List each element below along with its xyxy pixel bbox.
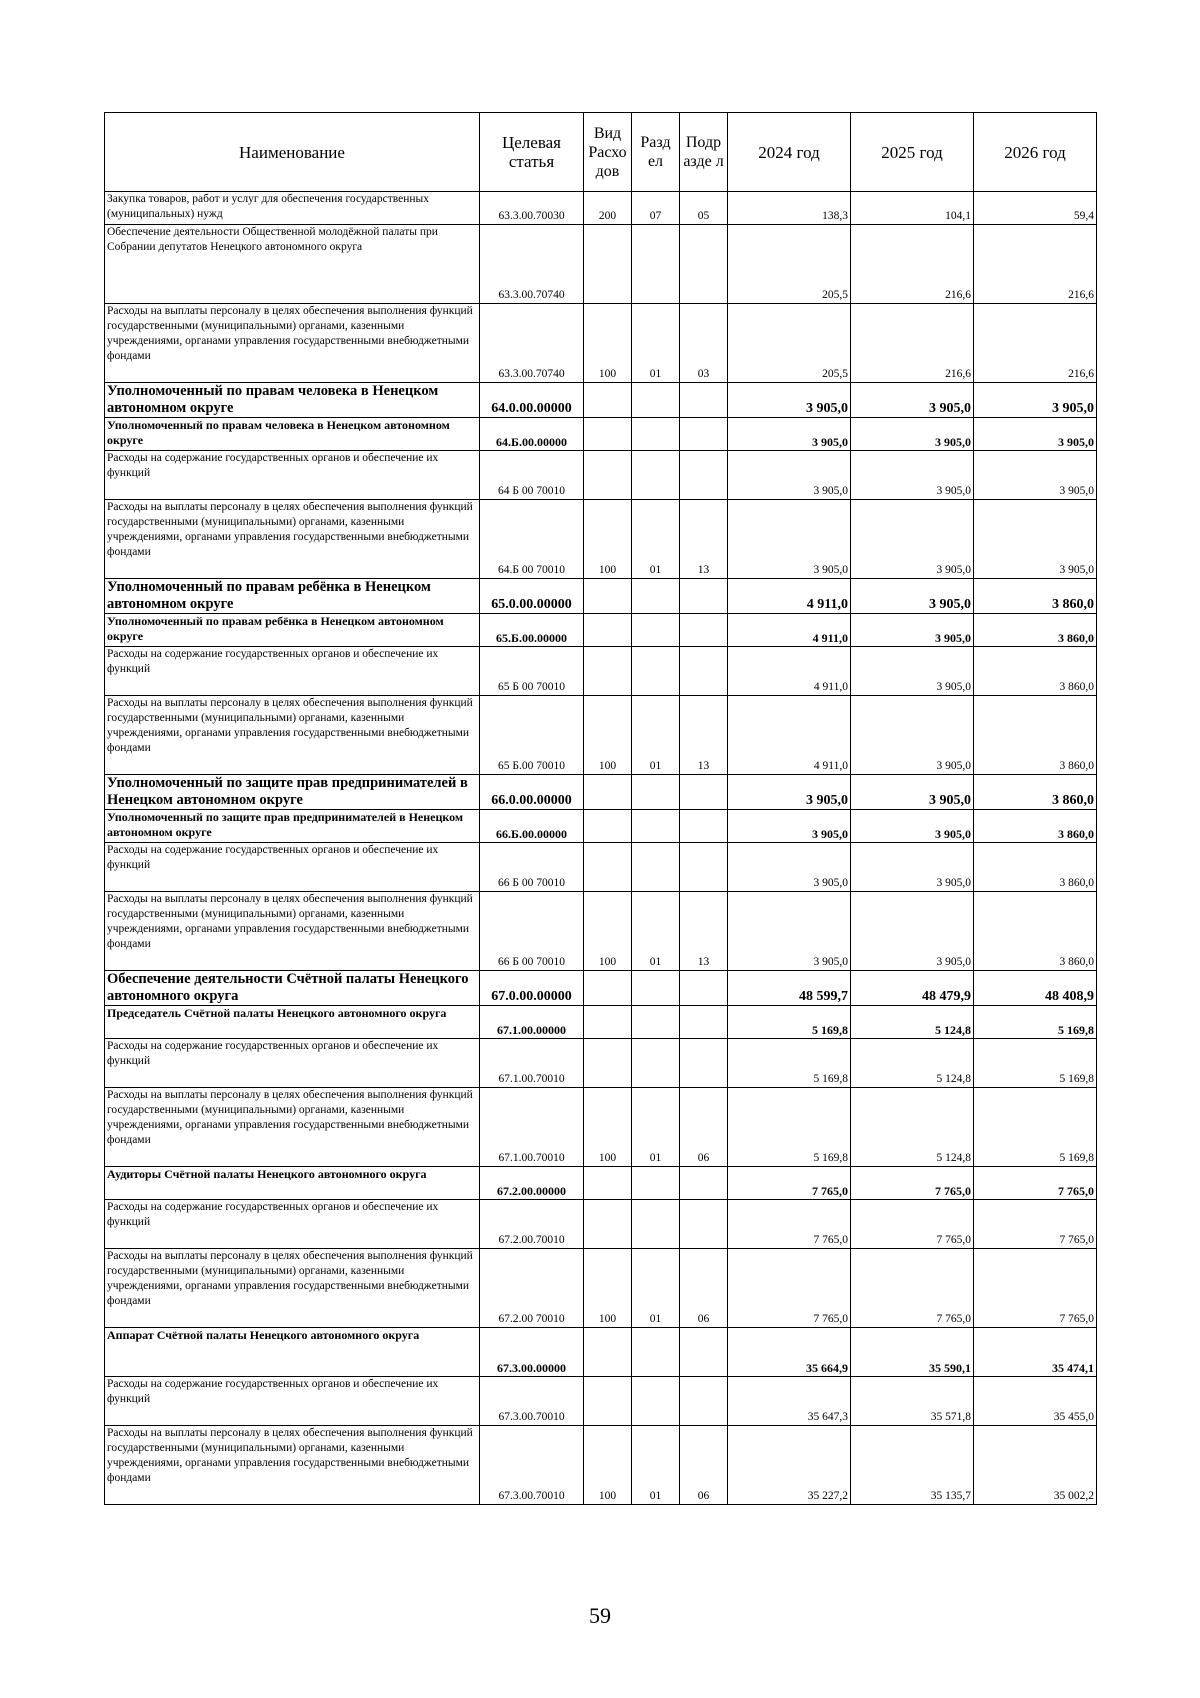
cell-name: Расходы на содержание государственных органов и обеспечение их функций: [105, 1200, 480, 1249]
cell-y2025: 3 905,0: [851, 418, 974, 451]
cell-code: 67.1.00.00000: [480, 1006, 584, 1039]
cell-y2026: 3 905,0: [974, 500, 1097, 579]
cell-vid: [584, 1167, 632, 1200]
header-code: Целевая статья: [480, 113, 584, 192]
cell-name: Председатель Счётной палаты Ненецкого автономного округа: [105, 1006, 480, 1039]
header-2026: 2026 год: [974, 113, 1097, 192]
cell-razdel: [632, 775, 680, 810]
cell-y2024: 35 647,3: [728, 1377, 851, 1426]
cell-y2025: 216,6: [851, 225, 974, 304]
cell-code: 64.Б.00.00000: [480, 418, 584, 451]
table-row: [105, 892, 1097, 971]
cell-y2025: 104,1: [851, 192, 974, 225]
cell-y2026: 7 765,0: [974, 1249, 1097, 1328]
page-number: 59: [589, 1603, 611, 1628]
table-row: [105, 1328, 1097, 1377]
cell-y2026: 3 860,0: [974, 614, 1097, 647]
cell-y2026: 7 765,0: [974, 1167, 1097, 1200]
cell-code: 63.3.00.70740: [480, 304, 584, 383]
cell-y2026: 3 860,0: [974, 647, 1097, 696]
cell-podrazdel: 03: [680, 304, 728, 383]
cell-code: 67.2.00 70010: [480, 1249, 584, 1328]
cell-vid: [584, 775, 632, 810]
cell-y2026: 3 860,0: [974, 696, 1097, 775]
cell-y2025: 48 479,9: [851, 971, 974, 1006]
cell-y2024: 4 911,0: [728, 614, 851, 647]
cell-razdel: [632, 383, 680, 418]
cell-name: Обеспечение деятельности Счётной палаты Ненецкого автономного округа: [105, 971, 480, 1006]
cell-y2025: 7 765,0: [851, 1200, 974, 1249]
cell-vid: 200: [584, 192, 632, 225]
cell-name: Расходы на содержание государственных органов и обеспечение их функций: [105, 1377, 480, 1426]
cell-razdel: 01: [632, 500, 680, 579]
cell-y2025: 3 905,0: [851, 614, 974, 647]
cell-y2024: 35 664,9: [728, 1328, 851, 1377]
cell-vid: [584, 1328, 632, 1377]
cell-code: 63.3.00.70740: [480, 225, 584, 304]
cell-name: Уполномоченный по правам ребёнка в Ненецком автономном округе: [105, 579, 480, 614]
cell-y2025: 3 905,0: [851, 775, 974, 810]
cell-name: Расходы на содержание государственных органов и обеспечение их функций: [105, 1039, 480, 1088]
cell-razdel: 01: [632, 696, 680, 775]
header-razdel: Разд ел: [632, 113, 680, 192]
cell-name: Обеспечение деятельности Общественной молодёжной палаты при Собрании депутатов Ненецкого автономного округа: [105, 225, 480, 304]
cell-y2025: 5 124,8: [851, 1088, 974, 1167]
cell-y2024: 3 905,0: [728, 500, 851, 579]
cell-podrazdel: [680, 1167, 728, 1200]
header-podrazdel: Подр азде л: [680, 113, 728, 192]
cell-vid: [584, 1039, 632, 1088]
cell-name: Уполномоченный по правам человека в Ненецком автономном округе: [105, 418, 480, 451]
cell-vid: [584, 383, 632, 418]
table-row: [105, 810, 1097, 843]
cell-razdel: 01: [632, 1249, 680, 1328]
cell-podrazdel: [680, 1039, 728, 1088]
cell-name: Расходы на выплаты персоналу в целях обеспечения выполнения функций государственными (муниципальными) органами, казенными учреждениями, органами управления государственными внебюджетными фондами: [105, 892, 480, 971]
cell-vid: 100: [584, 1088, 632, 1167]
budget-sheet: [104, 112, 1096, 1505]
table-row: [105, 1167, 1097, 1200]
cell-y2025: 216,6: [851, 304, 974, 383]
cell-y2025: 5 124,8: [851, 1006, 974, 1039]
cell-y2025: 35 571,8: [851, 1377, 974, 1426]
table-row: [105, 696, 1097, 775]
cell-razdel: [632, 1167, 680, 1200]
table-row: [105, 579, 1097, 614]
cell-vid: [584, 1377, 632, 1426]
cell-podrazdel: [680, 843, 728, 892]
cell-vid: 100: [584, 500, 632, 579]
cell-razdel: 01: [632, 304, 680, 383]
cell-y2026: 3 860,0: [974, 810, 1097, 843]
cell-razdel: [632, 1328, 680, 1377]
cell-vid: 100: [584, 1249, 632, 1328]
cell-y2026: 35 002,2: [974, 1426, 1097, 1505]
cell-y2024: 4 911,0: [728, 579, 851, 614]
cell-razdel: 01: [632, 892, 680, 971]
budget-table: [104, 112, 1097, 1505]
cell-y2024: 3 905,0: [728, 810, 851, 843]
cell-y2025: 3 905,0: [851, 383, 974, 418]
table-row: [105, 192, 1097, 225]
cell-name: Уполномоченный по правам человека в Ненецком автономном округе: [105, 383, 480, 418]
cell-y2024: 5 169,8: [728, 1088, 851, 1167]
cell-podrazdel: [680, 614, 728, 647]
cell-y2025: 3 905,0: [851, 647, 974, 696]
cell-y2025: 7 765,0: [851, 1249, 974, 1328]
cell-podrazdel: 13: [680, 500, 728, 579]
table-row: [105, 1249, 1097, 1328]
cell-podrazdel: [680, 1200, 728, 1249]
table-row: [105, 775, 1097, 810]
table-row: [105, 451, 1097, 500]
cell-code: 67.1.00.70010: [480, 1088, 584, 1167]
cell-code: 66.Б.00.00000: [480, 810, 584, 843]
cell-y2026: 3 905,0: [974, 383, 1097, 418]
cell-code: 67.3.00.70010: [480, 1426, 584, 1505]
cell-vid: [584, 451, 632, 500]
cell-y2025: 3 905,0: [851, 696, 974, 775]
cell-y2026: 3 860,0: [974, 775, 1097, 810]
table-row: [105, 1200, 1097, 1249]
cell-razdel: [632, 810, 680, 843]
cell-razdel: [632, 614, 680, 647]
cell-y2026: 5 169,8: [974, 1006, 1097, 1039]
cell-podrazdel: 13: [680, 892, 728, 971]
cell-y2024: 205,5: [728, 304, 851, 383]
cell-razdel: [632, 451, 680, 500]
cell-podrazdel: 06: [680, 1088, 728, 1167]
cell-podrazdel: [680, 810, 728, 843]
cell-vid: [584, 225, 632, 304]
cell-code: 65.0.00.00000: [480, 579, 584, 614]
table-row: [105, 843, 1097, 892]
cell-y2025: 3 905,0: [851, 892, 974, 971]
cell-name: Расходы на выплаты персоналу в целях обеспечения выполнения функций государственными (муниципальными) органами, казенными учреждениями, органами управления государственными внебюджетными фондами: [105, 304, 480, 383]
cell-code: 67.2.00.70010: [480, 1200, 584, 1249]
cell-y2025: 3 905,0: [851, 579, 974, 614]
cell-code: 67.0.00.00000: [480, 971, 584, 1006]
cell-y2024: 3 905,0: [728, 843, 851, 892]
cell-podrazdel: 06: [680, 1249, 728, 1328]
cell-podrazdel: [680, 647, 728, 696]
cell-name: Аудиторы Счётной палаты Ненецкого автономного округа: [105, 1167, 480, 1200]
cell-razdel: [632, 1377, 680, 1426]
cell-code: 67.3.00.00000: [480, 1328, 584, 1377]
table-row: [105, 1039, 1097, 1088]
cell-razdel: [632, 1200, 680, 1249]
cell-razdel: [632, 418, 680, 451]
cell-razdel: [632, 1039, 680, 1088]
cell-y2025: 5 124,8: [851, 1039, 974, 1088]
table-row: [105, 1377, 1097, 1426]
header-name: Наименование: [105, 113, 480, 192]
cell-podrazdel: [680, 451, 728, 500]
cell-y2025: 3 905,0: [851, 500, 974, 579]
cell-vid: [584, 579, 632, 614]
cell-vid: 100: [584, 892, 632, 971]
cell-y2025: 3 905,0: [851, 451, 974, 500]
cell-name: Уполномоченный по защите прав предпринимателей в Ненецком автономном округе: [105, 775, 480, 810]
cell-y2024: 4 911,0: [728, 696, 851, 775]
table-row: [105, 418, 1097, 451]
cell-name: Расходы на выплаты персоналу в целях обеспечения выполнения функций государственными (муниципальными) органами, казенными учреждениями, органами управления государственными внебюджетными фондами: [105, 1426, 480, 1505]
table-row: [105, 1006, 1097, 1039]
cell-razdel: 07: [632, 192, 680, 225]
cell-code: 66 Б 00 70010: [480, 843, 584, 892]
cell-vid: [584, 810, 632, 843]
cell-y2026: 3 905,0: [974, 451, 1097, 500]
cell-y2026: 3 860,0: [974, 843, 1097, 892]
cell-y2026: 48 408,9: [974, 971, 1097, 1006]
cell-y2024: 3 905,0: [728, 418, 851, 451]
cell-code: 67.2.00.00000: [480, 1167, 584, 1200]
cell-code: 67.1.00.70010: [480, 1039, 584, 1088]
cell-y2024: 7 765,0: [728, 1167, 851, 1200]
cell-y2024: 7 765,0: [728, 1200, 851, 1249]
cell-y2026: 5 169,8: [974, 1039, 1097, 1088]
cell-podrazdel: [680, 225, 728, 304]
cell-y2026: 3 860,0: [974, 892, 1097, 971]
cell-code: 65 Б.00 70010: [480, 696, 584, 775]
cell-name: Расходы на выплаты персоналу в целях обеспечения выполнения функций государственными (муниципальными) органами, казенными учреждениями, органами управления государственными внебюджетными фондами: [105, 1088, 480, 1167]
cell-name: Расходы на содержание государственных органов и обеспечение их функций: [105, 843, 480, 892]
cell-vid: [584, 418, 632, 451]
cell-name: Расходы на выплаты персоналу в целях обеспечения выполнения функций государственными (муниципальными) органами, казенными учреждениями, органами управления государственными внебюджетными фондами: [105, 1249, 480, 1328]
cell-podrazdel: [680, 383, 728, 418]
header-2025: 2025 год: [851, 113, 974, 192]
cell-code: 67.3.00.70010: [480, 1377, 584, 1426]
cell-razdel: 01: [632, 1088, 680, 1167]
cell-y2024: 35 227,2: [728, 1426, 851, 1505]
cell-name: Расходы на выплаты персоналу в целях обеспечения выполнения функций государственными (муниципальными) органами, казенными учреждениями, органами управления государственными внебюджетными фондами: [105, 696, 480, 775]
table-row: [105, 225, 1097, 304]
cell-y2025: 3 905,0: [851, 843, 974, 892]
cell-y2026: 3 860,0: [974, 579, 1097, 614]
table-row: [105, 383, 1097, 418]
cell-podrazdel: [680, 1328, 728, 1377]
header-vid: Вид Расхо дов: [584, 113, 632, 192]
cell-y2025: 3 905,0: [851, 810, 974, 843]
table-row: [105, 1088, 1097, 1167]
cell-name: Расходы на выплаты персоналу в целях обеспечения выполнения функций государственными (муниципальными) органами, казенными учреждениями, органами управления государственными внебюджетными фондами: [105, 500, 480, 579]
cell-code: 64.Б 00 70010: [480, 500, 584, 579]
cell-y2024: 4 911,0: [728, 647, 851, 696]
cell-podrazdel: [680, 418, 728, 451]
cell-razdel: [632, 579, 680, 614]
cell-razdel: [632, 971, 680, 1006]
table-header-row: [105, 113, 1097, 192]
cell-y2024: 3 905,0: [728, 451, 851, 500]
cell-y2026: 35 474,1: [974, 1328, 1097, 1377]
table-row: [105, 614, 1097, 647]
cell-code: 63.3.00.70030: [480, 192, 584, 225]
cell-y2026: 216,6: [974, 225, 1097, 304]
cell-y2026: 35 455,0: [974, 1377, 1097, 1426]
cell-podrazdel: [680, 1377, 728, 1426]
cell-vid: 100: [584, 1426, 632, 1505]
cell-razdel: [632, 1006, 680, 1039]
cell-podrazdel: 05: [680, 192, 728, 225]
cell-code: 65 Б 00 70010: [480, 647, 584, 696]
table-row: [105, 500, 1097, 579]
cell-podrazdel: 06: [680, 1426, 728, 1505]
cell-y2024: 5 169,8: [728, 1039, 851, 1088]
cell-y2024: 3 905,0: [728, 775, 851, 810]
cell-code: 65.Б.00.00000: [480, 614, 584, 647]
cell-y2024: 3 905,0: [728, 383, 851, 418]
cell-name: Уполномоченный по правам ребёнка в Ненецком автономном округе: [105, 614, 480, 647]
cell-podrazdel: [680, 579, 728, 614]
cell-code: 64.0.00.00000: [480, 383, 584, 418]
cell-y2026: 5 169,8: [974, 1088, 1097, 1167]
cell-y2024: 48 599,7: [728, 971, 851, 1006]
cell-vid: [584, 1006, 632, 1039]
cell-razdel: 01: [632, 1426, 680, 1505]
table-row: [105, 304, 1097, 383]
cell-razdel: [632, 647, 680, 696]
cell-vid: [584, 647, 632, 696]
cell-y2024: 138,3: [728, 192, 851, 225]
cell-code: 66 Б 00 70010: [480, 892, 584, 971]
cell-name: Аппарат Счётной палаты Ненецкого автономного округа: [105, 1328, 480, 1377]
cell-vid: 100: [584, 304, 632, 383]
cell-vid: [584, 1200, 632, 1249]
cell-y2026: 7 765,0: [974, 1200, 1097, 1249]
cell-code: 66.0.00.00000: [480, 775, 584, 810]
table-row: [105, 647, 1097, 696]
cell-name: Закупка товаров, работ и услуг для обеспечения государственных (муниципальных) нужд: [105, 192, 480, 225]
cell-podrazdel: [680, 971, 728, 1006]
cell-y2024: 205,5: [728, 225, 851, 304]
cell-y2026: 216,6: [974, 304, 1097, 383]
cell-y2025: 35 590,1: [851, 1328, 974, 1377]
cell-y2024: 3 905,0: [728, 892, 851, 971]
cell-razdel: [632, 843, 680, 892]
header-2024: 2024 год: [728, 113, 851, 192]
cell-y2024: 7 765,0: [728, 1249, 851, 1328]
cell-code: 64 Б 00 70010: [480, 451, 584, 500]
cell-podrazdel: [680, 1006, 728, 1039]
cell-podrazdel: [680, 775, 728, 810]
cell-vid: 100: [584, 696, 632, 775]
cell-podrazdel: 13: [680, 696, 728, 775]
cell-y2025: 7 765,0: [851, 1167, 974, 1200]
cell-name: Расходы на содержание государственных органов и обеспечение их функций: [105, 451, 480, 500]
cell-vid: [584, 843, 632, 892]
cell-vid: [584, 971, 632, 1006]
cell-y2024: 5 169,8: [728, 1006, 851, 1039]
cell-y2025: 35 135,7: [851, 1426, 974, 1505]
cell-name: Расходы на содержание государственных органов и обеспечение их функций: [105, 647, 480, 696]
table-row: [105, 1426, 1097, 1505]
cell-y2026: 3 905,0: [974, 418, 1097, 451]
cell-y2026: 59,4: [974, 192, 1097, 225]
cell-name: Уполномоченный по защите прав предпринимателей в Ненецком автономном округе: [105, 810, 480, 843]
cell-vid: [584, 614, 632, 647]
cell-razdel: [632, 225, 680, 304]
table-row: [105, 971, 1097, 1006]
